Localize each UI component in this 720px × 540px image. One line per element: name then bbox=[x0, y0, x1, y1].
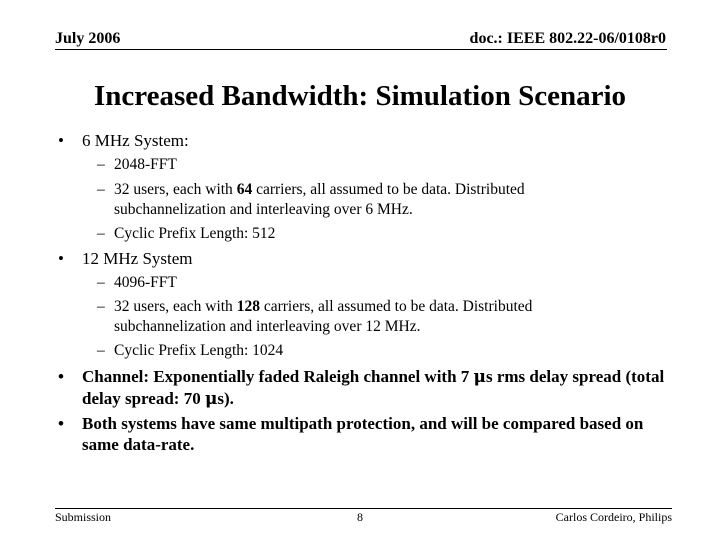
footer-author: Carlos Cordeiro, Philips bbox=[555, 510, 672, 524]
bullet-multipath bbox=[58, 413, 682, 455]
sub-bullet-text-post: carriers, all assumed to be data. Distributed subchannelization and interleaving over 12 MHz. bbox=[114, 298, 533, 335]
sub-bullet-prefix-6 bbox=[97, 224, 614, 244]
sub-bullet-text: Cyclic Prefix Length: 512 bbox=[114, 225, 276, 242]
sub-bullet-users-6 bbox=[97, 180, 614, 220]
channel-text-pre: Channel: Exponentially faded Raleigh channel with 7 bbox=[82, 367, 474, 386]
sub-bullet-text: Cyclic Prefix Length: 1024 bbox=[114, 342, 284, 359]
carrier-count: 64 bbox=[236, 181, 253, 198]
sub-bullet-prefix-12 bbox=[97, 341, 614, 361]
footer-page-number: 8 bbox=[357, 510, 363, 524]
carrier-count: 128 bbox=[236, 298, 260, 315]
channel-text-post: s). bbox=[217, 389, 234, 408]
channel-text-mid: s rms delay spread (total delay spread: 70 bbox=[82, 367, 665, 408]
sub-bullet-users-12 bbox=[97, 297, 614, 337]
footer-rule bbox=[55, 508, 672, 509]
dash-glyph: – bbox=[97, 181, 105, 198]
mu-symbol: μ bbox=[204, 389, 218, 409]
sub-bullet-fft-6 bbox=[97, 155, 614, 175]
bullet-glyph: • bbox=[58, 367, 64, 386]
header-rule bbox=[55, 49, 667, 50]
sub-bullet-text: 2048-FFT bbox=[114, 156, 177, 173]
bullet-label: 6 MHz System: bbox=[82, 131, 189, 150]
slide-title: Increased Bandwidth: Simulation Scenario bbox=[93, 80, 626, 112]
sub-bullet-text: 4096-FFT bbox=[114, 274, 177, 291]
bullet-label: 12 MHz System bbox=[82, 249, 193, 268]
sub-bullet-text-pre: 32 users, each with bbox=[114, 181, 237, 198]
bullet-glyph: • bbox=[58, 414, 64, 433]
dash-glyph: – bbox=[97, 274, 105, 291]
header-doc-id: doc.: IEEE 802.22-06/0108r0 bbox=[469, 30, 666, 47]
bullet-channel bbox=[58, 366, 682, 410]
sub-bullet-text-pre: 32 users, each with bbox=[114, 298, 237, 315]
mu-symbol: μ bbox=[473, 367, 486, 387]
dash-glyph: – bbox=[97, 342, 105, 359]
sub-bullet-text-post: carriers, all assumed to be data. Distributed subchannelization and interleaving over 6 MHz. bbox=[114, 181, 525, 218]
sub-bullet-fft-12 bbox=[97, 273, 614, 293]
footer-submission: Submission bbox=[55, 510, 112, 524]
dash-glyph: – bbox=[97, 156, 105, 173]
dash-glyph: – bbox=[97, 298, 105, 315]
bullet-glyph: • bbox=[58, 131, 64, 150]
bullet-glyph: • bbox=[58, 249, 64, 268]
bullet-12mhz-system bbox=[58, 248, 682, 269]
bullet-text: Both systems have same multipath protection, and will be compared based on same data-rate. bbox=[82, 414, 644, 454]
dash-glyph: – bbox=[97, 225, 105, 242]
bullet-6mhz-system bbox=[58, 130, 682, 151]
header-date: July 2006 bbox=[55, 30, 121, 47]
